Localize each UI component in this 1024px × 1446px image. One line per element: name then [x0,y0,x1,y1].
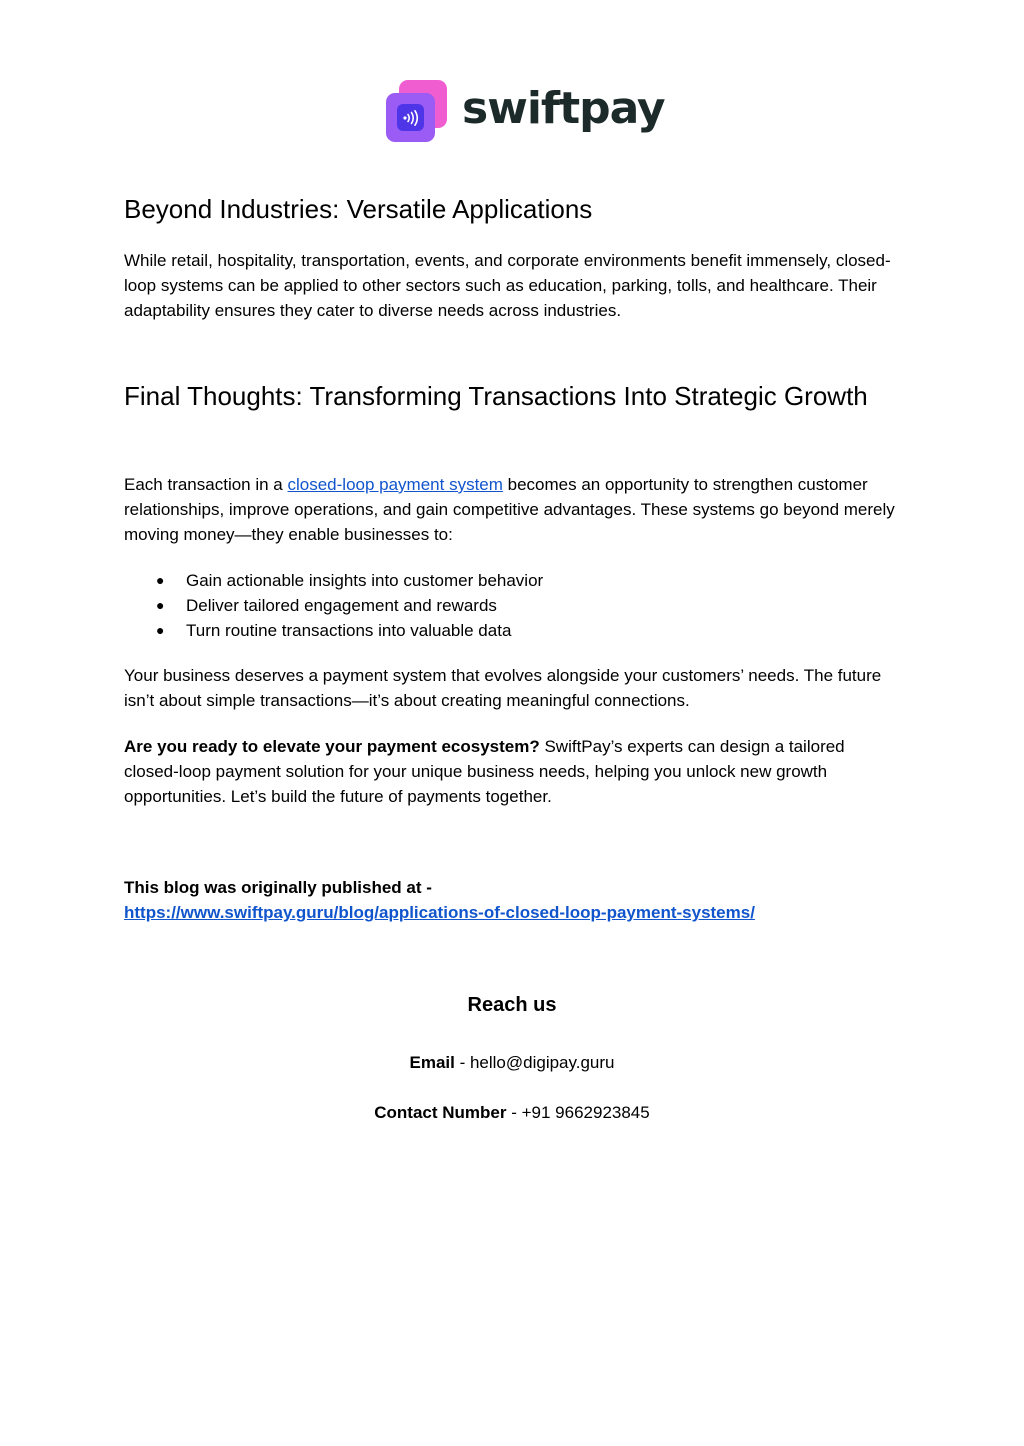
cta-paragraph-block [124,734,904,809]
email-label: Email [409,1053,455,1072]
email-separator: - [454,1053,470,1072]
list-item-text: Deliver tailored engagement and rewards [186,596,497,615]
logo-mark [386,80,448,144]
bullet-icon: ● [156,597,165,613]
logo-front-square [386,93,435,142]
publication-label-line [124,875,904,900]
publication-url-line [124,900,904,925]
section-final-thoughts [124,378,904,414]
cta-rest: SwiftPay’s experts can design a tailored closed-loop payment solution for your unique business needs, helping you unlock new growth opportunities. Let’s build the future of payments together. [124,737,845,806]
email-line [0,1050,1024,1075]
cta-bold: Are you ready to elevate your payment ecosystem? [124,737,540,756]
email-value[interactable]: hello@digipay.guru [469,1053,615,1072]
intro-paragraph [124,472,904,547]
intro-paragraph-block [124,472,904,547]
benefits-list-block [124,568,904,643]
cta-paragraph [124,734,904,809]
contactless-icon [397,104,424,131]
original-blog-link[interactable]: https://www.swiftpay.guru/blog/applications-of-closed-loop-payment-systems/ [124,903,755,922]
list-item-text: Gain actionable insights into customer behavior [186,571,544,590]
contact-number-line [0,1100,1024,1125]
reach-us-section [0,991,1024,1019]
closed-loop-payment-system-link[interactable]: closed-loop payment system [287,475,503,494]
section-body [124,248,904,323]
section-versatile-applications [124,191,904,227]
intro-prefix: Each transaction in a [124,475,288,494]
list-item [124,568,904,593]
section-heading: Final Thoughts: Transforming Transactions Into Strategic Growth [124,381,868,411]
contact-number-separator: - [506,1103,522,1122]
list-item-text: Turn routine transactions into valuable data [186,621,512,640]
paragraph: While retail, hospitality, transportation, events, and corporate environments benefit immensely, closed-loop systems can be applied to other sectors such as education, parking, tolls, and healthcare. Their adaptability ensures they cater to diverse needs across industries. [124,251,891,320]
contact-number-text [0,1100,1024,1125]
section-heading: Beyond Industries: Versatile Applications [124,194,593,224]
contact-number-label: Contact Number [374,1103,507,1122]
publication-note [124,875,904,925]
closing-paragraph-block [124,663,904,713]
bullet-icon: ● [156,622,165,638]
bullet-icon: ● [156,572,165,588]
email-text [0,1050,1024,1075]
contact-number-value[interactable]: +91 9662923845 [521,1103,650,1122]
reach-us-title: Reach us [467,994,557,1016]
list-item [124,593,904,618]
logo-wordmark: swiftpay [462,83,665,134]
benefits-list [124,568,904,643]
publication-label: This blog was originally published at - [124,878,432,897]
swiftpay-logo [386,80,665,144]
intro-suffix: becomes an opportunity to strengthen customer relationships, improve operations, and gain competitive advantages. These systems go beyond merely moving money—they enable businesses to: [124,475,895,544]
closing-paragraph: Your business deserves a payment system that evolves alongside your customers’ needs. The future isn’t about simple transactions—it’s about creating meaningful connections. [124,666,882,710]
list-item [124,618,904,643]
